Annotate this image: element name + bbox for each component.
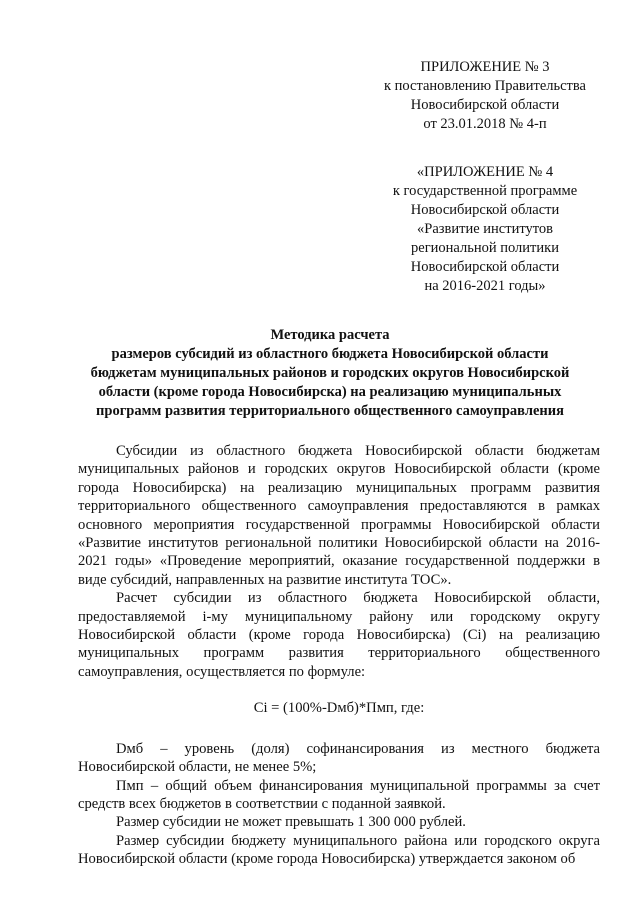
appendix-4-header <box>370 163 600 296</box>
paragraph-subsidy-purpose: Субсидии из областного бюджета Новосибирской области бюджетам муниципальных районов и городских округов Новосибирской области (кроме города Новосибирска) на реализацию муниципальных программ развития территориального общественного самоуправления предоставляются в рамках основного мероприятия государственной программы Новосибирской области «Развитие институтов региональной политики Новосибирской области на 2016-2021 годы» «Проведение мероприятий, оказание государственной поддержки в виде субсидий, направленных на развитие института ТОС». <box>78 443 600 588</box>
paragraph-max-subsidy: Размер субсидии не может превышать 1 300 000 рублей. <box>116 814 466 831</box>
paragraph-pmp-definition: Пмп – общий объем финансирования муниципальной программы за счет средств всех бюджетов в соответствии с поданной заявкой. <box>78 777 600 812</box>
appendix-3-line: Новосибирской области <box>410 97 560 113</box>
paragraph-dmb-definition: Dмб – уровень (доля) софинансирования из местного бюджета Новосибирской области, не менее 5%; <box>78 740 600 776</box>
appendix-3-line: от 23.01.2018 № 4-п <box>423 116 547 132</box>
appendix-4-line: «ПРИЛОЖЕНИЕ № 4 <box>416 164 554 180</box>
appendix-3-line: ПРИЛОЖЕНИЕ № 3 <box>420 59 550 75</box>
paragraph-subsidy-approval: Размер субсидии бюджету муниципального района или городского округа Новосибирской области (кроме города Новосибирска) утверждается законом об <box>78 832 600 868</box>
appendix-4-line: «Развитие институтов <box>417 221 553 237</box>
title-line: бюджетам муниципальных районов и городских округов Новосибирской <box>90 365 570 381</box>
title-line: программ развития территориального общественного самоуправления <box>96 403 564 419</box>
appendix-4-line: к государственной программе <box>392 183 578 199</box>
appendix-4-line: региональной политики <box>411 240 559 256</box>
appendix-4-line: Новосибирской области <box>410 202 560 218</box>
formula: Ci = (100%-Dмб)*Пмп, где: <box>253 700 425 717</box>
appendix-3-header <box>370 58 600 134</box>
appendix-4-line: Новосибирской области <box>410 259 560 275</box>
appendix-4-line: на 2016-2021 годы» <box>424 278 546 294</box>
appendix-3-line: к постановлению Правительства <box>384 78 586 94</box>
document-title <box>60 326 600 421</box>
title-line: области (кроме города Новосибирска) на реализацию муниципальных <box>98 384 562 400</box>
title-line: размеров субсидий из областного бюджета Новосибирской области <box>111 346 549 362</box>
title-line: Методика расчета <box>270 327 390 343</box>
document-body <box>78 442 600 869</box>
paragraph-calculation: Расчет субсидии из областного бюджета Новосибирской области, предоставляемой i-му муниципальному району или городскому округу Новосибирской области (кроме города Новосибирска) (Ci) на реализацию муниципальных программ развития территориального общественного самоуправления, осуществляется по формуле: <box>78 590 600 680</box>
